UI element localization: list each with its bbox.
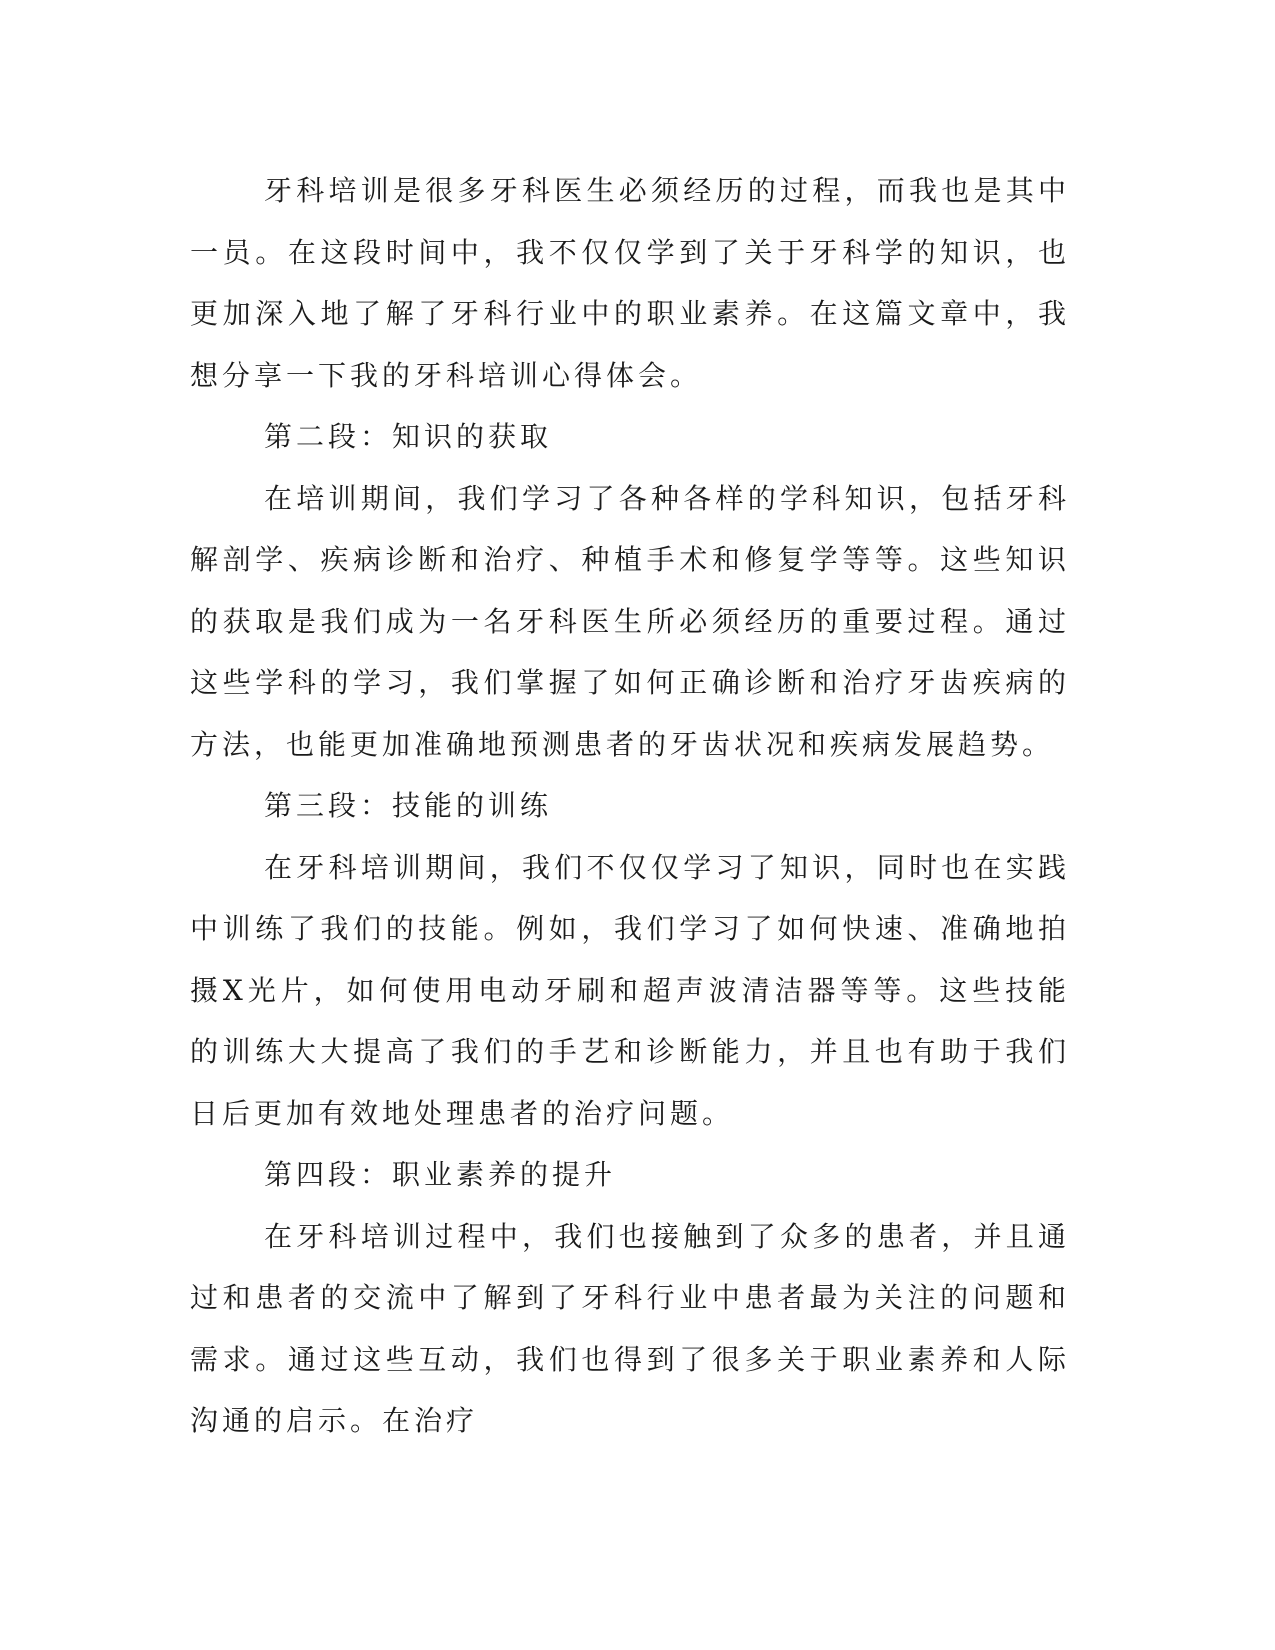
paragraph-intro: 牙科培训是很多牙科医生必须经历的过程，而我也是其中一员。在这段时间中，我不仅仅学到了关于牙科学的知识，也更加深入地了解了牙科行业中的职业素养。在这篇文章中，我想分享一下我的牙科培训心得体会。: [190, 174, 1070, 392]
paragraph-skills: 在牙科培训期间，我们不仅仅学习了知识，同时也在实践中训练了我们的技能。例如，我们学习了如何快速、准确地拍摄X光片，如何使用电动牙刷和超声波清洁器等等。这些技能的训练大大提高了我们的手艺和诊断能力，并且也有助于我们日后更加有效地处理患者的治疗问题。: [190, 850, 1070, 1130]
section-heading-3: 第三段：技能的训练: [264, 789, 553, 822]
section-heading-2: 第二段：知识的获取: [264, 420, 553, 453]
section-heading-4: 第四段：职业素养的提升: [264, 1158, 617, 1191]
document-body: [190, 160, 1070, 1452]
paragraph-knowledge: 在培训期间，我们学习了各种各样的学科知识，包括牙科解剖学、疾病诊断和治疗、种植手术和修复学等等。这些知识的获取是我们成为一名牙科医生所必须经历的重要过程。通过这些学科的学习，我们掌握了如何正确诊断和治疗牙齿疾病的方法，也能更加准确地预测患者的牙齿状况和疾病发展趋势。: [190, 481, 1070, 761]
paragraph-professionalism: 在牙科培训过程中，我们也接触到了众多的患者，并且通过和患者的交流中了解到了牙科行业中患者最为关注的问题和需求。通过这些互动，我们也得到了很多关于职业素养和人际沟通的启示。在治疗: [190, 1219, 1070, 1437]
